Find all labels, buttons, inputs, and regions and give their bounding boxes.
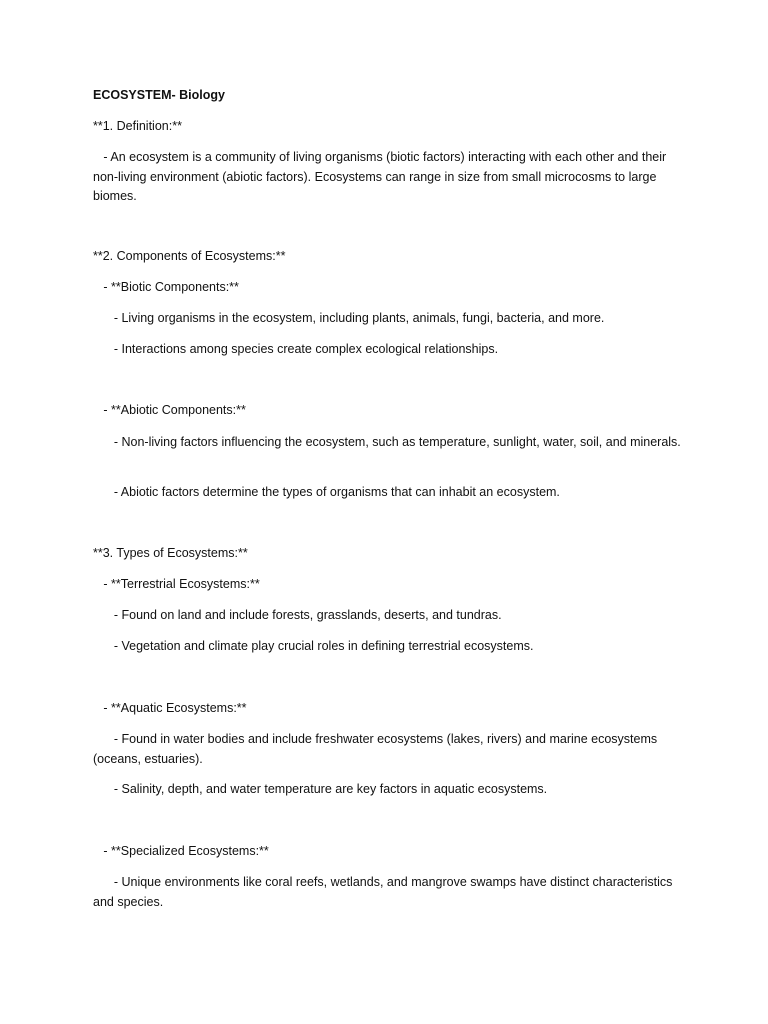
abiotic-point-1: - Non-living factors influencing the ecosystem, such as temperature, sunlight, water, soil, and minerals. xyxy=(93,435,681,449)
biotic-point-1: - Living organisms in the ecosystem, including plants, animals, fungi, bacteria, and more. xyxy=(93,311,605,325)
section-heading-types: **3. Types of Ecosystems:** xyxy=(93,546,248,560)
subheading-abiotic: - **Abiotic Components:** xyxy=(93,403,246,417)
terrestrial-point-1: - Found on land and include forests, grasslands, deserts, and tundras. xyxy=(93,608,502,622)
subheading-terrestrial: - **Terrestrial Ecosystems:** xyxy=(93,577,260,591)
subheading-aquatic: - **Aquatic Ecosystems:** xyxy=(93,701,247,715)
subheading-specialized: - **Specialized Ecosystems:** xyxy=(93,844,269,858)
section-heading-components: **2. Components of Ecosystems:** xyxy=(93,249,286,263)
aquatic-point-1: - Found in water bodies and include freshwater ecosystems (lakes, rivers) and marine ecosystems (oceans, estuaries). xyxy=(93,732,661,766)
abiotic-point-2: - Abiotic factors determine the types of organisms that can inhabit an ecosystem. xyxy=(93,485,560,499)
aquatic-point-2: - Salinity, depth, and water temperature are key factors in aquatic ecosystems. xyxy=(93,782,548,796)
document-title: ECOSYSTEM- Biology xyxy=(93,88,225,102)
subheading-biotic: - **Biotic Components:** xyxy=(93,280,239,294)
specialized-point-1: - Unique environments like coral reefs, wetlands, and mangrove swamps have distinct characteristics and species. xyxy=(93,875,676,909)
biotic-point-2: - Interactions among species create complex ecological relationships. xyxy=(93,342,499,356)
terrestrial-point-2: - Vegetation and climate play crucial roles in defining terrestrial ecosystems. xyxy=(93,639,534,653)
definition-paragraph: - An ecosystem is a community of living organisms (biotic factors) interacting with each other and their non-living environment (abiotic factors). Ecosystems can range in size from small microcosms to large biomes. xyxy=(93,150,670,203)
section-heading-definition: **1. Definition:** xyxy=(93,119,182,133)
